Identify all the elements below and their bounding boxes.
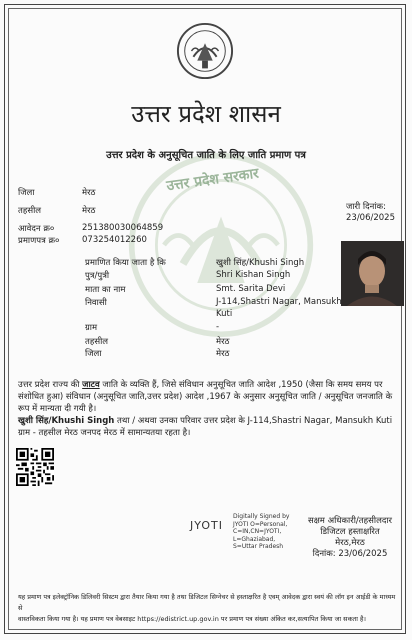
residence-statement-line2: ग्राम - तहसील मेरठ जनपद मेरठ में सामान्यतया रहता है। [18, 428, 191, 438]
qr-code [16, 448, 54, 486]
tehsil-label: तहसील [18, 206, 42, 216]
watermark-text: उत्तर प्रदेश सरकार [165, 165, 260, 195]
signer-name: JYOTI [190, 519, 223, 532]
mother-name: Smt. Sarita Devi [216, 284, 286, 294]
tehsil-value: मेरठ [82, 206, 96, 216]
certificate-number: 073254012260 [82, 235, 147, 245]
address-line2: Kuti [216, 309, 233, 319]
residence-name: खुशी सिंह/Khushi Singh [18, 416, 115, 426]
district-label: जिला [18, 188, 35, 198]
caste-statement-line2: संशोधित हुआ) संविधान (अनुसूचित जाति,उत्तर प्रदेश) आदेश ,1967 के अनुसार अनुसूचित जाति / अनुसूचित जनजाति के [18, 392, 393, 402]
caste-statement-part2: जाति के व्यक्ति हैं, जिसे संविधान अनुसूचित जाति आदेश ,1950 (जैसा कि समय समय पर [99, 380, 383, 390]
residence-statement: तथा / अथवा उनका परिवार उत्तर प्रदेश के J-114,Shastri Nagar, Mansukh Kuti [114, 416, 393, 426]
page-title: उत्तर प्रदेश शासन [131, 100, 281, 128]
detail-label-district: जिला [85, 349, 102, 359]
digital-sign-line1: Digitally Signed by [233, 513, 290, 520]
digitally-signed-label: डिजिटल हस्ताक्षरित [320, 527, 380, 537]
caste-statement-line3: रूप में मान्यता दी गयी है। [18, 404, 97, 414]
detail-label-child-of: पुत्र/पुत्री [85, 271, 110, 281]
village-value: - [216, 322, 220, 332]
applicant-photo [341, 241, 404, 306]
issue-date-label: जारी दिनांक: [346, 202, 386, 212]
digital-sign-line3: C=IN,CN=JYOTI, [233, 528, 282, 535]
caste-statement [18, 379, 394, 439]
footer-note [18, 592, 396, 625]
officer-place: मेरठ,मेरठ [335, 538, 365, 548]
detail-label-village: ग्राम [85, 323, 98, 333]
signature-date: 23/06/2025 [338, 549, 388, 559]
father-name: Shri Kishan Singh [216, 270, 291, 280]
digital-sign-line2: JYOTI O=Personal, [233, 520, 288, 528]
digital-sign-line4: L=Ghaziabad, [233, 535, 276, 543]
detail-label-mother: माता का नाम [85, 285, 126, 295]
officer-signature-block [300, 516, 400, 560]
caste-statement-part1: उत्तर प्रदेश राज्य की [18, 380, 83, 390]
certificate-subtitle: उत्तर प्रदेश के अनुसूचित जाति के लिए जाति प्रमाण पत्र [106, 150, 306, 161]
detail-district-value: मेरठ [216, 349, 230, 359]
person-photo-icon [341, 241, 404, 306]
up-government-emblem-icon [176, 22, 234, 80]
officer-designation: सक्षम अधिकारी/तहसीलदार [307, 516, 393, 526]
footer-line1: यह प्रमाण पत्र इलेक्ट्रॉनिक डिलिवरी सिस्टम द्वारा तैयार किया गया है तथा डिजिटल सिग्नेचर से हस्ताक्षरित है एवम् आवेदक द्वारा स्वयं की लॉग इन आईडी के माध्यम से [18, 593, 396, 612]
application-label: आवेदन क्र० [18, 224, 55, 234]
applicant-name: खुशी सिंह/Khushi Singh [216, 258, 305, 268]
detail-tehsil-value: मेरठ [216, 337, 230, 347]
footer-line2: वास्तविकता किया गया है। यह प्रमाण पत्र वेबसाइट https://edistrict.up.gov.in पर प्रमाण पत्र संख्या अंकित कर,सत्यापित किया जा सकता है। [18, 615, 366, 623]
signature-date-label: दिनांक: [312, 549, 336, 559]
detail-label-tehsil: तहसील [85, 337, 109, 347]
district-value: मेरठ [82, 188, 96, 198]
detail-label-resident: निवासी [85, 298, 107, 308]
address-line1: J-114,Shastri Nagar, Mansukh [216, 297, 342, 307]
certificate-label: प्रमाणपत्र क्र० [18, 236, 60, 246]
application-number: 251380030064859 [82, 223, 164, 233]
digital-sign-line5: S=Uttar Pradesh [233, 543, 284, 550]
issue-date: 23/06/2025 [346, 213, 395, 223]
detail-label-certified: प्रमाणित किया जाता है कि [85, 258, 166, 268]
caste-name: जाटव [82, 380, 100, 390]
